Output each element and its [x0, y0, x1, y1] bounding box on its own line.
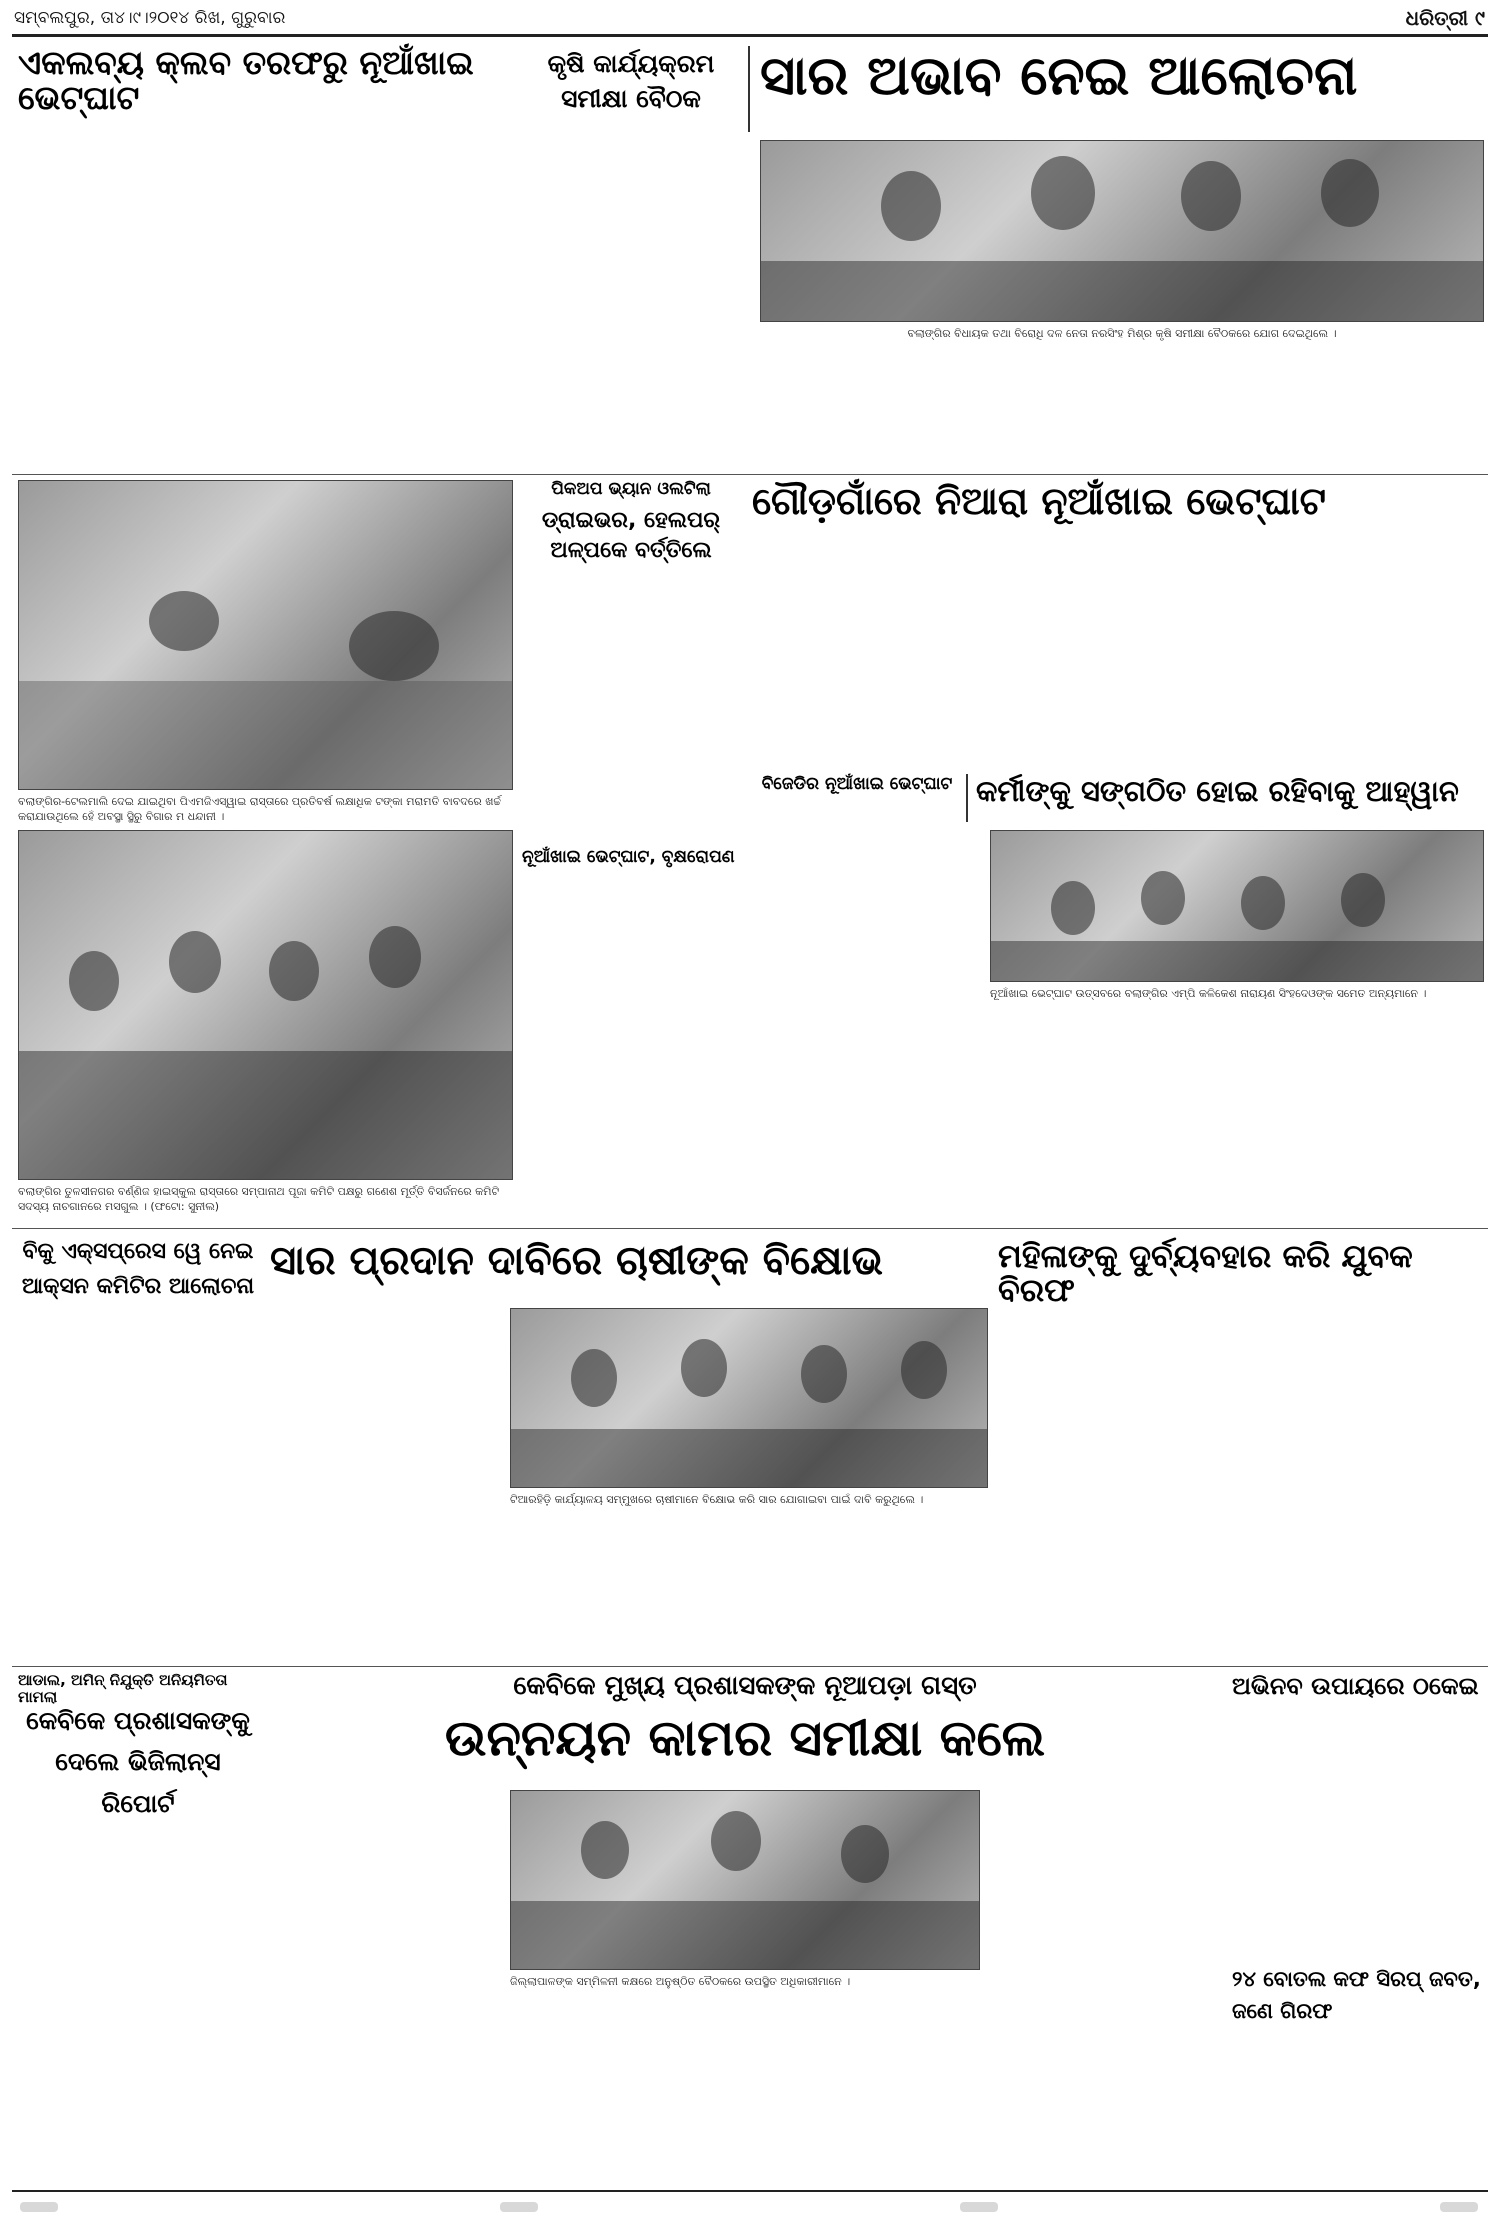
footer-mark — [960, 2202, 998, 2212]
body-karmi-1 — [990, 1008, 1230, 1222]
body-bijd — [752, 830, 962, 1220]
caption-road: ବଲାଙ୍ଗିର-ଟେଲମାଲି ଦେଇ ଯାଇଥିବା ପିଏମଜିଏସ୍‌ୱାଇ ରାସ୍ତାରେ ପ୍ରତିବର୍ଷ ଲକ୍ଷାଧିକ ଟଙ୍କା ମରାମତି ବାବଦରେ ଖର୍ଚ୍ଚ କରାଯାଉଥିଲେ ହେଁ ଅବସ୍ଥା ସ୍ଥିରୁ ବିଗାର ମ ଧନ୍ଦାନୀ । — [18, 795, 502, 823]
body-ekalabya-2 — [263, 102, 513, 470]
body-sara-pradana-2 — [270, 1512, 500, 1660]
body-mahila-1 — [998, 1308, 1236, 1660]
kicker-avaidha: ଆଡାଲ, ଅମିନ୍ ନିଯୁକ୍ତି ଅନିୟମିତତା ମାମଲା — [18, 1671, 228, 1707]
row-rule — [12, 1666, 1488, 1667]
body-kebike-mukhya-1 — [270, 1790, 500, 2184]
headline-ekalabya: ଏକଲବ୍ୟ କ୍ଲବ ତରଫରୁ ନୂଆଁଖାଇ ଭେଟ୍‌ଘାଟ — [18, 43, 474, 117]
body-nuakhai-brukhya — [522, 876, 737, 1220]
body-kebike-mukhya-4 — [990, 1790, 1220, 2184]
photo-meeting — [760, 140, 1484, 322]
body-goudgaon-3 — [1244, 544, 1484, 766]
headline-sara-pradana: ସାର ପ୍ରଦାନ ଦାବିରେ ଚାଷୀଙ୍କ ବିକ୍ଷୋଭ — [270, 1238, 883, 1284]
photo-procession — [18, 830, 513, 1180]
caption-sara-abhaba: ବଲାଙ୍ଗିର ବିଧାୟକ ତଥା ବିରୋଧି ଦଳ ନେତା ନରସିଂହ ମିଶ୍ର କୃଷି ସମୀକ୍ଷା ବୈଠକରେ ଯୋଗ ଦେଇଥିଲେ । — [907, 327, 1337, 340]
headline-cough-syrup: ୨୪ ବୋତଲ କଫ ସିରପ୍ ଜବତ, ଜଣେ ଗିରଫ — [1232, 1967, 1481, 2023]
dateline: ସମ୍ବଲପୁର, ତା୪।୯।୨୦୧୪ ରିଖ, ଗୁରୁବାର — [14, 8, 286, 28]
body-sara-pradana-1 — [270, 1308, 500, 1488]
body-pickup — [522, 572, 737, 768]
photo-review-meeting — [510, 1790, 980, 1970]
body-abhinaba — [1232, 1718, 1484, 1958]
row-rule — [12, 474, 1488, 475]
body-sara-abhaba-1 — [760, 346, 998, 470]
body-goudgaon-2 — [998, 544, 1236, 766]
body-kebike-mukhya-3 — [750, 1996, 980, 2184]
kicker-pickup: ପିକଅପ ଭ୍ୟାନ ଓଲଟିଲା — [551, 479, 711, 499]
body-sara-abhaba-2 — [1005, 346, 1243, 470]
body-sara-pradana-4 — [752, 1512, 988, 1660]
body-bikup — [18, 1318, 258, 1660]
body-cough-syrup — [1232, 2034, 1484, 2184]
body-sara-abhaba-3 — [1250, 346, 1484, 470]
body-kebike-mukhya-2 — [510, 1996, 740, 2184]
headline-pickup: ଡ୍ରାଇଭର, ହେଲପର୍ ଅଳ୍ପକେ ବର୍ତ୍ତିଲେ — [541, 508, 721, 563]
divider — [966, 774, 968, 822]
body-goudgaon-1 — [752, 544, 990, 766]
photo-road — [18, 480, 513, 790]
photo-karmi — [990, 830, 1484, 982]
caption-sara-pradana: ଟିଆରହିଡ଼ି କାର୍ଯ୍ୟାଳୟ ସମ୍ମୁଖରେ ଚାଷୀମାନେ ବିକ୍ଷୋଭ କରି ସାର ଯୋଗାଇବା ପାଇଁ ଦାବି କରୁଥିଲେ । — [510, 1493, 924, 1506]
headline-krushi: କୃଷି କାର୍ଯ୍ୟକ୍ରମ ସମୀକ୍ଷା ବୈଠକ — [547, 49, 715, 113]
headline-bijd: ବିଜେଡିର ନୂଆଁଖାଇ ଭେଟ୍‌ଘାଟ — [761, 774, 953, 794]
divider — [748, 46, 750, 132]
footer-mark — [20, 2202, 58, 2212]
headline-bikup: ବିକୁ ଏକ୍ସପ୍ରେସ ୱେ ନେଇ ଆକ୍ସନ କମିଟିର ଆଲୋଚନା — [21, 1239, 255, 1300]
footer-rule — [12, 2190, 1488, 2192]
headline-mahila: ମହିଳାଙ୍କୁ ଦୁର୍ବ୍ୟବହାର କରି ଯୁବକ ବିରଫ — [998, 1237, 1413, 1309]
body-mahila-2 — [1244, 1308, 1484, 1660]
caption-kebike-mukhya: ଜିଲ୍ଲାପାଳଙ୍କ ସମ୍ମିଳନୀ କକ୍ଷରେ ଅନୁଷ୍ଠିତ ବୈଠକରେ ଉପସ୍ଥିତ ଅଧିକାରୀମାନେ । — [510, 1975, 851, 1988]
photo-farmers — [510, 1308, 988, 1488]
footer-mark — [500, 2202, 538, 2212]
caption-procession: ବଲାଙ୍ଗିର ତୁଳସୀନଗର ବର୍ଣ୍ଣିଜ ହାଇସ୍କୁଲ ରାସ୍ତାରେ ସମ୍ପାନାଥ ପୂଜା କମିଟି ପକ୍ଷରୁ ଗଣେଶ ମୂର୍ତ୍ତି ବିସର୍ଜନରେ କମିଟି ସଦସ୍ୟ ନାଚଗାନରେ ମସଗୁଲ । (ଫଟୋ: ସୁନୀଲ) — [18, 1185, 500, 1213]
page-number: ଧରିତ୍ରୀ ୯ — [1405, 6, 1485, 30]
body-ekalabya-1 — [18, 102, 255, 470]
headline-kebike-mukhya: ଉନ୍ନୟନ କାମର ସମୀକ୍ଷା କଲେ — [444, 1709, 1046, 1767]
headline-abhinaba: ଅଭିନବ ଉପାୟରେ ଠକେଇ — [1232, 1672, 1479, 1700]
body-kebika-vigilance — [18, 1794, 258, 2184]
headline-sara-abhaba: ସାର ଅଭାବ ନେଇ ଆଲୋଚନା — [760, 44, 1358, 107]
headline-goudgaon: ଗୌଡ଼ଗାଁରେ ନିଆରା ନୂଆଁଖାଇ ଭେଟ୍‌ଘାଟ — [752, 479, 1326, 523]
headline-karmi: କର୍ମୀଙ୍କୁ ସଙ୍ଗଠିତ ହୋଇ ରହିବାକୁ ଆହ୍ୱାନ — [976, 774, 1459, 808]
body-krushi — [522, 142, 737, 470]
body-sara-pradana-3 — [510, 1512, 744, 1660]
footer-mark — [1440, 2202, 1478, 2212]
caption-karmi: ନୂଆଁଖାଇ ଭେଟ୍‌ଘାଟ ଉତ୍ସବରେ ବଲାଙ୍ଗିର ଏମ୍‌ପି କଳିକେଶ ନାରାୟଣ ସିଂହଦେଓଙ୍କ ସମେତ ଅନ୍ୟମାନେ । — [990, 987, 1427, 1000]
row-rule — [12, 1228, 1488, 1229]
header-rule — [12, 34, 1488, 37]
kicker-kebike-mukhya: କେବିକେ ମୁଖ୍ୟ ପ୍ରଶାସକଙ୍କ ନୂଆପଡ଼ା ଗସ୍ତ — [513, 1671, 977, 1701]
headline-nuakhai-brukhya: ନୂଆଁଖାଇ ଭେଟ୍‌ଘାଟ, ବୃକ୍ଷରୋପଣ — [522, 847, 735, 867]
body-karmi-2 — [1240, 1008, 1484, 1222]
headline-kebika-vigilance: କେବିକେ ପ୍ରଶାସକଙ୍କୁ ଦେଲେ ଭିଜିଲାନ୍ସ ରିପୋର୍ଟ — [26, 1706, 250, 1818]
